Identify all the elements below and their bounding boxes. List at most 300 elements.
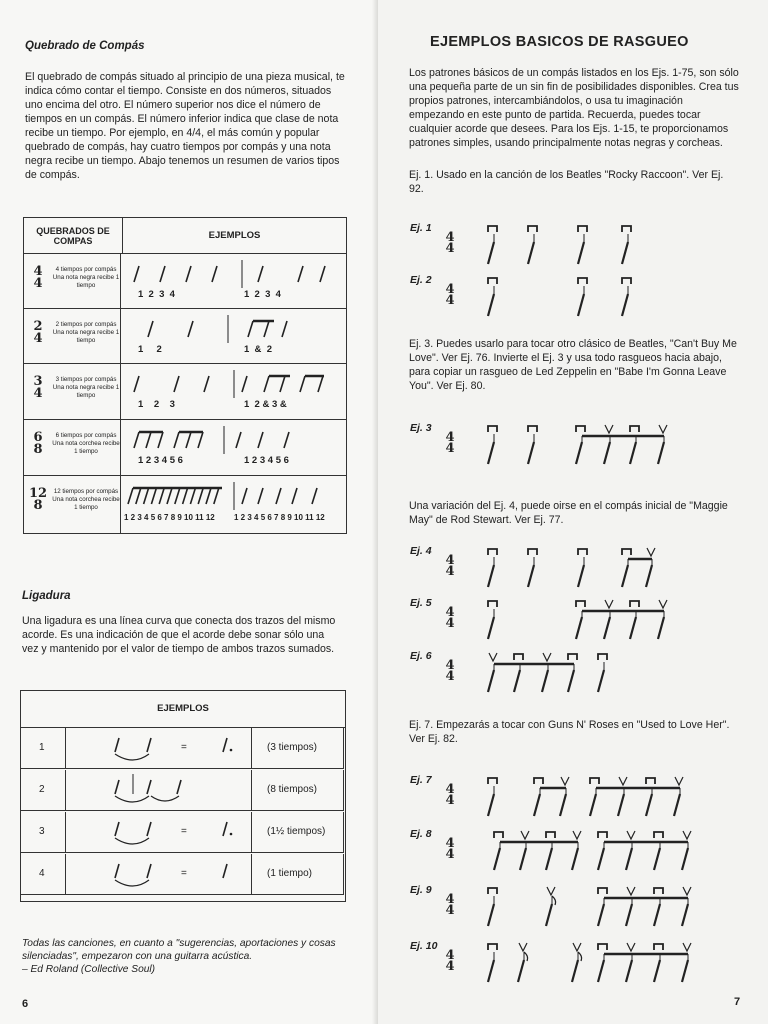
slash-stroke [488, 442, 494, 464]
tie-notation [69, 772, 249, 808]
slash-stroke [223, 822, 227, 836]
column-divider [120, 309, 121, 364]
down-stroke-mark [622, 549, 631, 555]
rhythm-notation [124, 482, 346, 512]
column-divider [65, 728, 66, 769]
time-signature-row [23, 364, 347, 420]
down-stroke-mark [528, 426, 537, 432]
time-signature [28, 321, 48, 345]
slash-stroke [115, 780, 119, 794]
time-signature-top: 4 [33, 264, 43, 279]
slash-stroke [488, 670, 494, 692]
slash-stroke [622, 242, 628, 264]
beat-count: 1 & 2 [244, 344, 272, 355]
example-label: Ej. 10 [410, 940, 438, 952]
time-signature-heading: Quebrado de Compás [25, 40, 145, 52]
time-signature [28, 376, 48, 400]
time-signature-top: 4 [445, 230, 455, 245]
slash-stroke [604, 442, 610, 464]
slash-stroke [174, 376, 179, 392]
down-stroke-mark [654, 888, 663, 894]
slash-stroke [236, 432, 241, 448]
down-stroke-mark [488, 944, 497, 950]
tie-curve [115, 796, 149, 802]
slash-stroke [658, 442, 664, 464]
slash-stroke [568, 670, 574, 692]
time-signature-bottom: 4 [445, 564, 455, 579]
slash-stroke [312, 488, 317, 504]
slash-stroke [188, 321, 193, 337]
time-signature-description: 6 tiempos por compás Una nota corchea recibe 1 tiempo [52, 432, 120, 455]
time-signature-top: 2 [33, 319, 43, 334]
slash-stroke [622, 565, 628, 587]
time-signature-row [23, 420, 347, 476]
tie-curve [151, 796, 179, 801]
time-signature-bottom: 4 [445, 959, 455, 974]
tie-result: (3 tiempos) [267, 742, 318, 753]
down-stroke-mark [488, 426, 497, 432]
column-divider [65, 770, 66, 811]
up-stroke-mark [543, 653, 551, 661]
down-stroke-mark [598, 888, 607, 894]
slash-stroke [654, 904, 660, 926]
slash-stroke [160, 266, 165, 282]
down-stroke-mark [514, 654, 523, 660]
up-stroke-mark [683, 887, 691, 895]
down-stroke-mark [576, 601, 585, 607]
down-stroke-mark [576, 426, 585, 432]
slash-stroke [622, 294, 628, 316]
slash-stroke [292, 488, 297, 504]
up-stroke-mark [521, 831, 529, 839]
down-stroke-mark [598, 654, 607, 660]
tie-row-number: 3 [39, 826, 45, 837]
slash-stroke [646, 794, 652, 816]
up-stroke-mark [627, 943, 635, 951]
slash-stroke [147, 738, 151, 752]
slash-stroke [284, 432, 289, 448]
column-divider [65, 812, 66, 853]
slash-stroke [206, 488, 211, 504]
tie-row-number: 2 [39, 784, 45, 795]
strum-notation [378, 936, 668, 986]
tie-notation [69, 814, 249, 850]
time-signature-bottom: 4 [445, 293, 455, 308]
slash-stroke [134, 432, 139, 448]
strum-notation [378, 218, 668, 268]
example-label: Ej. 9 [410, 884, 432, 896]
slash-stroke [158, 432, 163, 448]
slash-stroke [604, 617, 610, 639]
down-stroke-mark [488, 226, 497, 232]
rhythm-notation [124, 426, 346, 456]
strum-notation [378, 418, 668, 468]
up-stroke-mark [519, 943, 527, 951]
slash-stroke [144, 488, 149, 504]
down-stroke-mark [578, 278, 587, 284]
rhythm-notation [124, 370, 346, 400]
beat-count: 1 2 3 4 5 6 [244, 455, 289, 466]
time-signature-top: 6 [33, 430, 43, 445]
slash-stroke [258, 432, 263, 448]
tie-curve [115, 754, 149, 760]
down-stroke-mark [590, 778, 599, 784]
example-label: Ej. 8 [410, 828, 432, 840]
page-number-right: 7 [734, 996, 741, 1008]
slash-stroke [488, 617, 494, 639]
time-signature-row [23, 254, 347, 309]
slash-stroke [488, 294, 494, 316]
time-signature-top: 4 [445, 658, 455, 673]
down-stroke-mark [630, 426, 639, 432]
ligadura-text: Una ligadura es una línea curva que conecta dos trazos del mismo acorde. Es una indicación de que el acorde debe sonar sólo una vez y mantenido por el valor de tiempo de ambos trazos sumados. [22, 615, 336, 655]
tie-row [20, 854, 344, 895]
slash-stroke [264, 321, 269, 337]
slash-stroke [148, 321, 153, 337]
down-stroke-mark [654, 944, 663, 950]
slash-stroke [578, 565, 584, 587]
example-label: Ej. 3 [410, 422, 432, 434]
example-label: Ej. 4 [410, 545, 432, 557]
slash-stroke [654, 848, 660, 870]
down-stroke-mark [488, 278, 497, 284]
strum-notation [378, 646, 668, 696]
slash-stroke [115, 738, 119, 752]
slash-stroke [136, 488, 141, 504]
time-signature-bottom: 4 [33, 276, 43, 291]
slash-stroke [204, 376, 209, 392]
table-header-ejemplos: EJEMPLOS [123, 218, 347, 254]
slash-stroke [183, 488, 188, 504]
down-stroke-mark [494, 832, 503, 838]
time-signature-top: 12 [28, 486, 48, 501]
time-signature-top: 4 [445, 282, 455, 297]
up-stroke-mark [605, 600, 613, 608]
slash-stroke [214, 488, 219, 504]
time-signature-bottom: 8 [33, 498, 43, 513]
up-stroke-mark [659, 600, 667, 608]
time-signature-bottom: 4 [445, 441, 455, 456]
time-signature-top: 4 [445, 892, 455, 907]
time-signature-bottom: 4 [33, 386, 43, 401]
up-stroke-mark [489, 653, 497, 661]
slash-stroke [223, 864, 227, 878]
slash-stroke [546, 904, 552, 926]
up-stroke-mark [573, 831, 581, 839]
down-stroke-mark [528, 549, 537, 555]
slash-stroke [560, 794, 566, 816]
quote [22, 937, 352, 976]
down-stroke-mark [534, 778, 543, 784]
slash-stroke [174, 432, 179, 448]
slash-stroke [572, 960, 578, 982]
slash-stroke [626, 848, 632, 870]
slash-stroke [534, 794, 540, 816]
slash-stroke [134, 266, 139, 282]
slash-stroke [147, 822, 151, 836]
slash-stroke [212, 266, 217, 282]
slash-stroke [300, 376, 305, 392]
slash-stroke [626, 960, 632, 982]
slash-stroke [590, 794, 596, 816]
slash-stroke [258, 266, 263, 282]
slash-stroke [147, 780, 151, 794]
tie-curve [115, 838, 149, 844]
page-number-left: 6 [22, 998, 29, 1010]
slash-stroke [682, 960, 688, 982]
slash-stroke [282, 321, 287, 337]
slash-stroke [618, 794, 624, 816]
time-signature-bottom: 4 [445, 616, 455, 631]
tie-row-number: 4 [39, 868, 45, 879]
time-signature-top: 4 [445, 836, 455, 851]
down-stroke-mark [578, 226, 587, 232]
down-stroke-mark [488, 601, 497, 607]
ligadura-heading: Ligadura [22, 590, 71, 602]
slash-stroke [646, 565, 652, 587]
slash-stroke [658, 617, 664, 639]
time-signature-top: 4 [445, 605, 455, 620]
beat-count: 1 2 3 4 [244, 289, 281, 300]
tie-result: (8 tiempos) [267, 784, 318, 795]
example-label: Ej. 7 [410, 774, 432, 786]
rhythm-notation [124, 315, 346, 345]
down-stroke-mark [528, 226, 537, 232]
slash-stroke [134, 376, 139, 392]
slash-stroke [318, 376, 323, 392]
slash-stroke [576, 617, 582, 639]
time-signature-top: 4 [445, 782, 455, 797]
slash-stroke [488, 794, 494, 816]
column-divider [65, 854, 66, 895]
beat-count: 1 2 3 4 5 6 7 8 9 10 11 12 [124, 513, 215, 522]
slash-stroke [147, 864, 151, 878]
down-stroke-mark [654, 832, 663, 838]
quote-author: – Ed Roland (Collective Soul) [22, 964, 156, 975]
down-stroke-mark [630, 601, 639, 607]
slash-stroke [242, 488, 247, 504]
slash-stroke [128, 488, 133, 504]
strum-notation [378, 824, 668, 874]
slash-stroke [298, 266, 303, 282]
time-signature-description: 12 tiempos por compás Una nota corchea recibe 1 tiempo [52, 488, 120, 511]
table-header-quebrados: QUEBRADOS DE COMPAS [24, 218, 123, 254]
example-label: Ej. 1 [410, 222, 432, 234]
time-signature-bottom: 4 [445, 903, 455, 918]
slash-stroke [598, 960, 604, 982]
strum-notation [378, 593, 668, 643]
slash-stroke [598, 904, 604, 926]
slash-stroke [115, 864, 119, 878]
slash-stroke [276, 488, 281, 504]
page-title: EJEMPLOS BASICOS DE RASGUEO [430, 34, 689, 50]
slash-stroke [520, 848, 526, 870]
slash-stroke [115, 822, 119, 836]
equals-sign: = [181, 826, 187, 837]
column-divider [251, 728, 252, 769]
dot [230, 833, 233, 836]
slash-stroke [488, 242, 494, 264]
time-signature-bottom: 8 [33, 442, 43, 457]
tie-row [20, 812, 344, 853]
ex7-note: Ej. 7. Empezarás a tocar con Guns N' Roses en "Used to Love Her". Ver Ej. 82. [409, 719, 730, 745]
slash-stroke [542, 670, 548, 692]
ex4-note: Una variación del Ej. 4, puede oirse en el compás inicial de "Maggie May" de Rod Stewart. Ver Ej. 77. [409, 500, 728, 526]
down-stroke-mark [646, 778, 655, 784]
note-flag [578, 952, 582, 961]
example-label: Ej. 5 [410, 597, 432, 609]
slash-stroke [578, 294, 584, 316]
up-stroke-mark [561, 777, 569, 785]
time-signature [28, 488, 48, 512]
column-divider [251, 812, 252, 853]
time-signature-bottom: 4 [445, 669, 455, 684]
left-page [0, 0, 378, 1024]
time-signature-row [23, 476, 347, 534]
slash-stroke [528, 442, 534, 464]
slash-stroke [488, 565, 494, 587]
down-stroke-mark [598, 944, 607, 950]
tie-result: (1½ tiempos) [267, 826, 326, 837]
note-flag [552, 896, 556, 905]
slash-stroke [242, 376, 247, 392]
slash-stroke [248, 321, 253, 337]
down-stroke-mark [622, 278, 631, 284]
slash-stroke [186, 266, 191, 282]
slash-stroke [198, 488, 203, 504]
time-signature-description: 3 tiempos por compás Una nota negra recibe 1 tiempo [52, 376, 120, 399]
time-signature-intro: El quebrado de compás situado al principio de una pieza musical, te indica cómo contar el tiempo. Consiste en dos números, situados uno encima del otro. El número superior nos dice el número de tiempos en un compás. El número inferior indica que clase de nota recibe un tiempo. Por ejemplo, en 4/4, el más común y popular quebrado de compás, hay cuatro tiempos por compás y una nota negra recibe un tiempo. Abajo tenemos un resumen de varios tipos de compás. [25, 71, 345, 181]
slash-stroke [264, 376, 269, 392]
slash-stroke [280, 376, 285, 392]
slash-stroke [518, 960, 524, 982]
slash-stroke [654, 960, 660, 982]
up-stroke-mark [627, 887, 635, 895]
slash-stroke [528, 565, 534, 587]
slash-stroke [146, 432, 151, 448]
beat-count: 1 2 3 4 5 6 7 8 9 10 11 12 [234, 513, 325, 522]
up-stroke-mark [675, 777, 683, 785]
time-signature-description: 4 tiempos por compás Una nota negra recibe 1 tiempo [52, 266, 120, 289]
slash-stroke [167, 488, 172, 504]
slash-stroke [186, 432, 191, 448]
up-stroke-mark [619, 777, 627, 785]
time-signature-bottom: 4 [445, 793, 455, 808]
slash-stroke [598, 848, 604, 870]
time-signature-bottom: 4 [445, 241, 455, 256]
time-signature-top: 3 [33, 374, 43, 389]
tie-row [20, 770, 344, 811]
slash-stroke [177, 780, 181, 794]
beat-count: 1 2 3 4 [138, 289, 175, 300]
time-signature [28, 432, 48, 456]
slash-stroke [682, 848, 688, 870]
time-signature-bottom: 4 [445, 847, 455, 862]
down-stroke-mark [578, 549, 587, 555]
right-intro: Los patrones básicos de un compás listados en los Ejs. 1-75, son sólo una pequeña parte de un sin fin de posibilidades disponibles. Crea tus propios patrones, intercambiándolos, o usa tu imaginación empezando en este punto de partida. Recuerda, puedes tocar cualquier acorde que desees. Para los Ejs. 1-15, te proporcionamos patrones simples, usando principalmente notas negras y corcheas. [409, 67, 739, 149]
time-signature-table [23, 217, 347, 254]
example-label: Ej. 2 [410, 274, 432, 286]
tie-result: (1 tiempo) [267, 868, 313, 879]
tie-notation [69, 856, 249, 892]
slash-stroke [576, 442, 582, 464]
slash-stroke [598, 670, 604, 692]
slash-stroke [674, 794, 680, 816]
quote-text: Todas las canciones, en cuanto a "sugerencias, aportaciones y cosas silenciadas", empezaron con una guitarra acústica. [22, 938, 336, 962]
column-divider [251, 770, 252, 811]
down-stroke-mark [598, 832, 607, 838]
slash-stroke [488, 904, 494, 926]
slash-stroke [572, 848, 578, 870]
slash-stroke [494, 848, 500, 870]
tie-row [20, 728, 344, 769]
tie-table-header: EJEMPLOS [21, 691, 345, 728]
down-stroke-mark [488, 549, 497, 555]
down-stroke-mark [568, 654, 577, 660]
slash-stroke [578, 242, 584, 264]
down-stroke-mark [546, 832, 555, 838]
strum-notation [378, 880, 668, 930]
time-signature [28, 266, 48, 290]
slash-stroke [488, 960, 494, 982]
example-label: Ej. 6 [410, 650, 432, 662]
column-divider [120, 364, 121, 420]
up-stroke-mark [605, 425, 613, 433]
beat-count: 1 2 [138, 344, 162, 355]
slash-stroke [630, 617, 636, 639]
strum-notation [378, 770, 668, 820]
ex1-note: Ej. 1. Usado en la canción de los Beatles "Rocky Raccoon". Ver Ej. 92. [409, 169, 724, 195]
rhythm-notation [124, 260, 346, 290]
equals-sign: = [181, 868, 187, 879]
up-stroke-mark [627, 831, 635, 839]
down-stroke-mark [622, 226, 631, 232]
slash-stroke [528, 242, 534, 264]
down-stroke-mark [488, 888, 497, 894]
tie-row-number: 1 [39, 742, 45, 753]
slash-stroke [626, 904, 632, 926]
slash-stroke [159, 488, 164, 504]
up-stroke-mark [659, 425, 667, 433]
slash-stroke [198, 432, 203, 448]
note-flag [524, 952, 528, 961]
slash-stroke [175, 488, 180, 504]
time-signature-top: 4 [445, 553, 455, 568]
tie-notation [69, 730, 249, 766]
equals-sign: = [181, 742, 187, 753]
up-stroke-mark [683, 831, 691, 839]
slash-stroke [190, 488, 195, 504]
up-stroke-mark [547, 887, 555, 895]
right-page [378, 0, 768, 1024]
up-stroke-mark [573, 943, 581, 951]
column-divider [120, 420, 121, 476]
dot [230, 749, 233, 752]
beat-count: 1 2 3 4 5 6 [138, 455, 183, 466]
up-stroke-mark [647, 548, 655, 556]
time-signature-top: 4 [445, 430, 455, 445]
time-signature-description: 2 tiempos por compás Una nota negra recibe 1 tiempo [52, 321, 120, 344]
slash-stroke [546, 848, 552, 870]
slash-stroke [223, 738, 227, 752]
ex3-note: Ej. 3. Puedes usarlo para tocar otro clásico de Beatles, "Can't Buy Me Love". Ver Ej. 76. Invierte el Ej. 3 y usa todo rasgueos hacia abajo, para copiar un rasgueo de Led Zeppelin en "Babe I'm Gonna Leave You". Ver Ej. 80. [409, 338, 737, 392]
slash-stroke [151, 488, 156, 504]
beat-count: 1 2 & 3 & [244, 399, 287, 410]
time-signature-row [23, 309, 347, 364]
slash-stroke [514, 670, 520, 692]
strum-notation [378, 270, 668, 320]
time-signature-bottom: 4 [33, 331, 43, 346]
